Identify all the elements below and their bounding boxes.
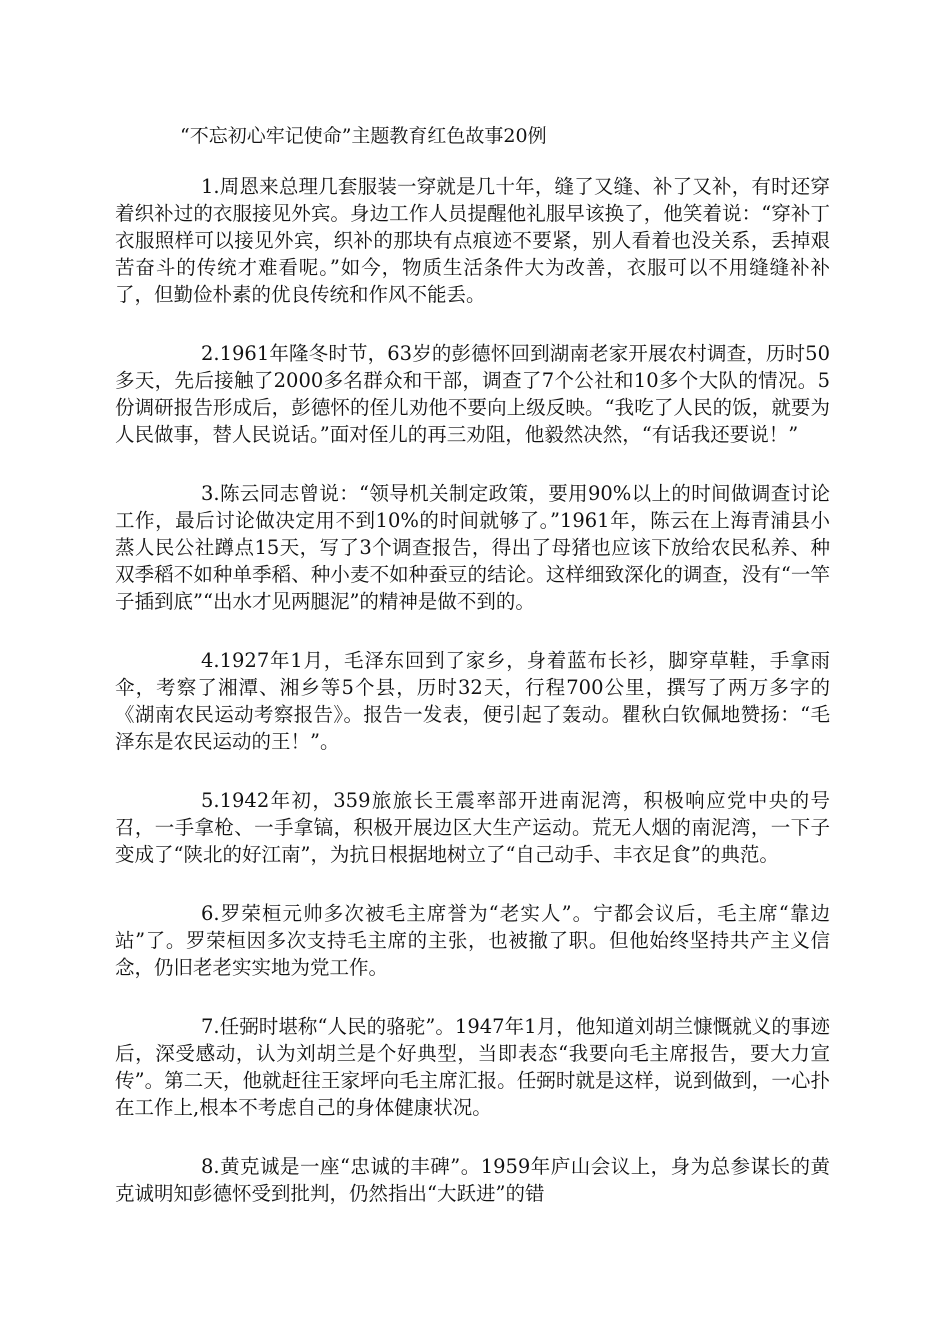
story-paragraph-1: 1.周恩来总理几套服装一穿就是几十年，缝了又缝、补了又补，有时还穿着织补过的衣服接见外宾。身边工作人员提醒他礼服早该换了，他笑着说：“穿补丁衣服照样可以接见外宾，织补的那块有点痕迹不要紧，别人看着也没关系，丢掉艰苦奋斗的传统才难看呢。”如今，物质生活条件大为改善，衣服可以不用缝缝补补了，但勤俭朴素的优良传统和作风不能丢。 — [115, 175, 830, 306]
story-paragraph-5: 5.1942年初，359旅旅长王震率部开进南泥湾，积极响应党中央的号召，一手拿枪、一手拿镐，积极开展边区大生产运动。荒无人烟的南泥湾，一下子变成了“陕北的好江南”，为抗日根据地树立了“自己动手、丰衣足食”的典范。 — [115, 789, 830, 866]
story-paragraph-8: 8.黄克诚是一座“忠诚的丰碑”。1959年庐山会议上，身为总参谋长的黄克诚明知彭德怀受到批判，仍然指出“大跃进”的错 — [115, 1155, 830, 1205]
story-paragraph-2: 2.1961年隆冬时节，63岁的彭德怀回到湖南老家开展农村调查，历时50多天，先后接触了2000多名群众和干部，调查了7个公社和10多个大队的情况。5份调研报告形成后，彭德怀的侄儿劝他不要向上级反映。“我吃了人民的饭，就要为人民做事，替人民说话。”面对侄儿的再三劝阻，他毅然决然，“有话我还要说！” — [115, 342, 830, 446]
document-title: “不忘初心牢记使命”主题教育红色故事20例 — [180, 125, 547, 147]
document-body — [115, 173, 830, 1207]
story-paragraph-4: 4.1927年1月，毛泽东回到了家乡，身着蓝布长衫，脚穿草鞋，手拿雨伞，考察了湘潭、湘乡等5个县，历时32天，行程700公里，撰写了两万多字的《湖南农民运动考察报告》。报告一发表，便引起了轰动。瞿秋白钦佩地赞扬：“毛泽东是农民运动的王！”。 — [115, 649, 830, 753]
story-paragraph-7: 7.任弼时堪称“人民的骆驼”。1947年1月，他知道刘胡兰慷慨就义的事迹后，深受感动，认为刘胡兰是个好典型，当即表态“我要向毛主席报告，要大力宣传”。第二天，他就赶往王家坪向毛主席汇报。任弼时就是这样，说到做到，一心扑在工作上,根本不考虑自己的身体健康状况。 — [115, 1015, 830, 1119]
story-paragraph-6: 6.罗荣桓元帅多次被毛主席誉为“老实人”。宁都会议后，毛主席“靠边站”了。罗荣桓因多次支持毛主席的主张，也被撤了职。但他始终坚持共产主义信念，仍旧老老实实地为党工作。 — [115, 902, 830, 979]
story-paragraph-3: 3.陈云同志曾说：“领导机关制定政策，要用90%以上的时间做调查讨论工作，最后讨论做决定用不到10%的时间就够了。”1961年，陈云在上海青浦县小蒸人民公社蹲点15天，写了3个调查报告，得出了母猪也应该下放给农民私养、种双季稻不如种单季稻、种小麦不如种蚕豆的结论。这样细致深化的调查，没有“一竿子插到底”“出水才见两腿泥”的精神是做不到的。 — [115, 482, 830, 613]
